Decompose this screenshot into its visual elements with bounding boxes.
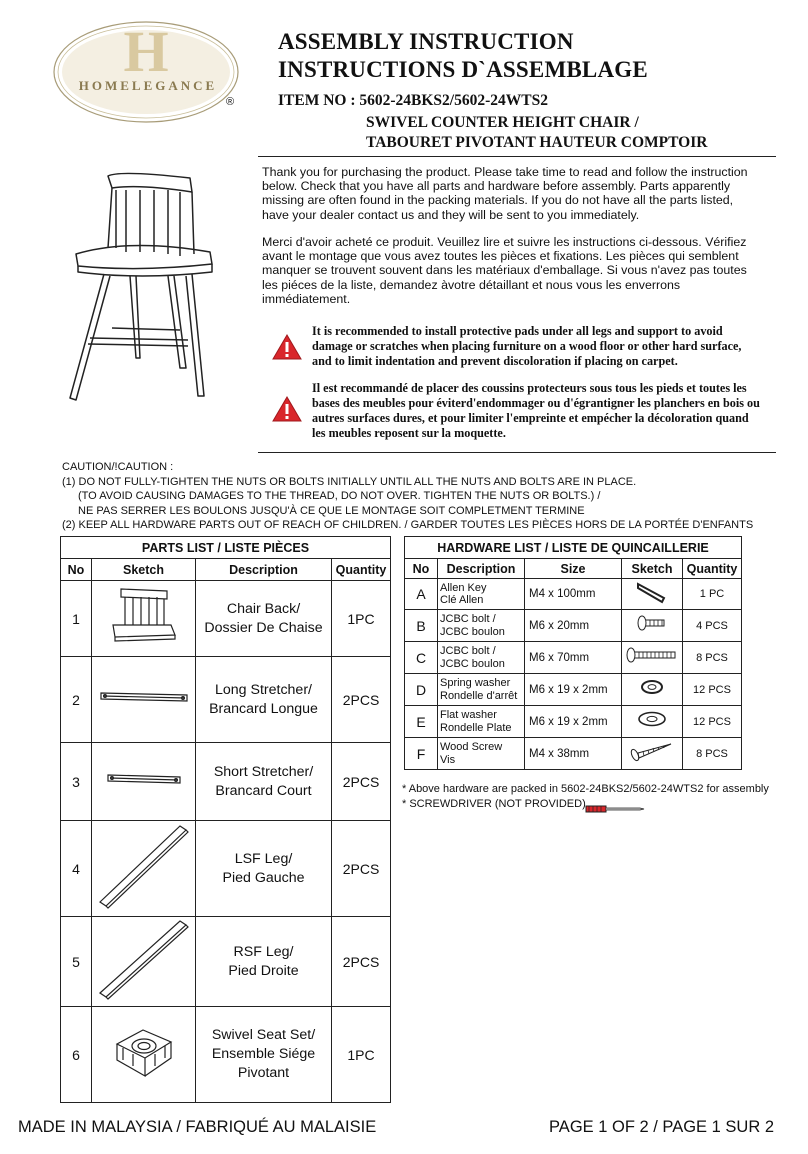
hw-quantity: 8 PCS — [683, 738, 742, 770]
part-desc-fr: Dossier De Chaise — [204, 619, 323, 636]
hardware-row — [405, 706, 742, 738]
part-desc-fr: Pied Droite — [228, 962, 299, 979]
part-desc-fr: Ensemble Siége — [211, 1046, 316, 1062]
parts-row — [61, 743, 391, 821]
hw-no: B — [405, 610, 438, 642]
registered-mark: ® — [226, 96, 235, 108]
parts-col-no: No — [61, 559, 92, 581]
parts-table-title: PARTS LIST / LISTE PIÈCES — [61, 537, 391, 559]
spring-washer-icon — [622, 674, 683, 706]
product-name-english: SWIVEL COUNTER HEIGHT CHAIR / — [366, 114, 639, 131]
hardware-row — [405, 738, 742, 770]
part-no: 1 — [61, 581, 92, 657]
part-desc-fr: Pied Gauche — [222, 869, 305, 886]
footer-origin: MADE IN MALAYSIA / FABRIQUÉ AU MALAISIE — [18, 1118, 377, 1136]
part-desc-fr: Brancard Court — [215, 782, 312, 799]
part-no: 3 — [61, 743, 92, 821]
lsf-leg-sketch — [92, 821, 196, 917]
hw-col-size: Size — [525, 559, 622, 579]
hw-quantity: 8 PCS — [683, 642, 742, 674]
short-bolt-icon — [622, 610, 683, 642]
flat-washer-icon — [622, 706, 683, 738]
parts-col-description: Description — [196, 559, 332, 581]
swivel-seat-sketch — [92, 1007, 196, 1103]
hw-description — [438, 579, 525, 610]
part-description — [196, 917, 332, 1007]
allen-key-icon — [622, 579, 683, 610]
hw-quantity: 12 PCS — [683, 674, 742, 706]
hw-desc-en: Allen Key — [440, 581, 487, 594]
hw-desc-fr: Clé Allen — [440, 594, 484, 606]
brand-monogram: H — [123, 19, 169, 84]
parts-table — [60, 536, 391, 1103]
header-divider — [258, 156, 776, 157]
hw-size: M6 x 20mm — [525, 610, 622, 642]
item-label: ITEM NO : — [278, 92, 356, 109]
caution-line: (1) DO NOT FULLY-TIGHTEN THE NUTS OR BOLTS INITIALLY UNTIL ALL THE NUTS AND BOLTS ARE IN PLACE. — [62, 475, 637, 488]
short-stretcher-sketch — [92, 743, 196, 821]
hw-desc-fr: Vis — [440, 753, 456, 766]
wood-screw-icon — [622, 738, 683, 770]
hw-no: C — [405, 642, 438, 674]
part-description — [196, 581, 332, 657]
caution-line: (TO AVOID CAUSING DAMAGES TO THE THREAD, DO NOT OVER. TIGHTEN THE NUTS OR BOLTS.) / — [78, 490, 601, 503]
hw-quantity: 1 PC — [683, 579, 742, 610]
part-desc-en: Short Stretcher/ — [213, 763, 314, 780]
hw-description — [438, 674, 525, 706]
title-french: INSTRUCTIONS D`ASSEMBLAGE — [278, 57, 648, 82]
hw-quantity: 4 PCS — [683, 610, 742, 642]
hardware-table-title: HARDWARE LIST / LISTE DE QUINCAILLERIE — [405, 537, 742, 559]
hw-col-sketch: Sketch — [622, 559, 683, 579]
chair-illustration — [60, 168, 240, 409]
warning-english: It is recommended to install protective pads under all legs and support to avoid damage or scratches when placing furniture on a wood floor or other hard surface, and to limit indentation and prevent discoloration if placing on carpet. — [312, 324, 742, 368]
hw-desc-fr: Rondelle d'arrêt — [440, 689, 518, 702]
parts-row — [61, 821, 391, 917]
hw-description — [438, 738, 525, 770]
page-title — [278, 28, 648, 84]
product-name — [366, 113, 707, 153]
hw-desc-en: JCBC bolt / — [440, 645, 496, 657]
hw-no: A — [405, 579, 438, 610]
item-number-line — [278, 92, 548, 110]
hardware-table — [404, 536, 742, 770]
part-no: 4 — [61, 821, 92, 917]
hw-size: M4 x 38mm — [525, 738, 622, 770]
product-name-french: TABOURET PIVOTANT HAUTEUR COMPTOIR — [366, 134, 708, 151]
part-description — [196, 657, 332, 743]
hw-no: E — [405, 706, 438, 738]
hardware-note: * Above hardware are packed in 5602-24BKS2/5602-24WTS2 for assembly — [402, 783, 769, 795]
parts-row — [61, 1007, 391, 1103]
part-quantity: 1PC — [332, 1007, 391, 1103]
hw-size: M4 x 100mm — [525, 579, 622, 610]
hardware-row — [405, 674, 742, 706]
screwdriver-note: * SCREWDRIVER (NOT PROVIDED) — [402, 798, 586, 810]
caution-heading: CAUTION/!CAUTION : — [62, 461, 174, 473]
hw-desc-en: Flat washer — [440, 709, 497, 721]
hw-desc-en: Wood Screw — [440, 741, 503, 753]
hardware-row — [405, 642, 742, 674]
hw-description — [438, 610, 525, 642]
parts-row — [61, 657, 391, 743]
caution-line: NE PAS SERRER LES BOULONS JUSQU'À CE QUE LE MONTAGE SOIT COMPLETMENT TERMINE — [78, 504, 585, 517]
part-description — [196, 743, 332, 821]
part-quantity: 1PC — [332, 581, 391, 657]
long-stretcher-sketch — [92, 657, 196, 743]
hw-size: M6 x 19 x 2mm — [525, 674, 622, 706]
part-description — [196, 1007, 332, 1103]
parts-row — [61, 581, 391, 657]
hw-size: M6 x 70mm — [525, 642, 622, 674]
hw-desc-fr: Rondelle Plate — [440, 721, 512, 734]
footer-page-number: PAGE 1 OF 2 / PAGE 1 SUR 2 — [549, 1118, 774, 1136]
parts-col-quantity: Quantity — [332, 559, 391, 581]
parts-row — [61, 917, 391, 1007]
part-desc-fr-cont: Pivotant — [237, 1065, 290, 1081]
parts-col-sketch: Sketch — [92, 559, 196, 581]
caution-block — [62, 460, 753, 533]
part-no: 6 — [61, 1007, 92, 1103]
part-desc-en: LSF Leg/ — [234, 850, 293, 867]
hw-description — [438, 642, 525, 674]
hw-desc-fr: JCBC boulon — [440, 657, 505, 670]
warning-french: Il est recommandé de placer des coussins protecteurs sous tous les pieds et toutes les bases des meubles pour éviterd'endommager ou d'égrantigner les planchers en bois ou autres surfaces dures, et pour limiter l'empreinte et empécher la décoloration quand les meubles reposent sur la moquette. — [312, 381, 760, 440]
part-quantity: 2PCS — [332, 657, 391, 743]
part-no: 2 — [61, 657, 92, 743]
hardware-row — [405, 579, 742, 610]
part-desc-en: Swivel Seat Set/ — [211, 1027, 316, 1043]
part-quantity: 2PCS — [332, 917, 391, 1007]
item-number: 5602-24BKS2/5602-24WTS2 — [359, 92, 548, 109]
part-description — [196, 821, 332, 917]
part-desc-en: Long Stretcher/ — [214, 681, 312, 698]
screwdriver-icon — [584, 800, 646, 823]
hw-no: D — [405, 674, 438, 706]
hw-desc-en: Spring washer — [440, 677, 511, 689]
caution-line: (2) KEEP ALL HARDWARE PARTS OUT OF REACH OF CHILDREN. / GARDER TOUTES LES PIÈCES HORS DE LA PORTÉE D'ENFANTS — [62, 519, 754, 532]
hw-quantity: 12 PCS — [683, 706, 742, 738]
hw-desc-fr: JCBC boulon — [440, 625, 505, 638]
brand-logo — [50, 18, 250, 126]
long-bolt-icon — [622, 642, 683, 674]
hardware-row — [405, 610, 742, 642]
hw-col-no: No — [405, 559, 438, 579]
part-no: 5 — [61, 917, 92, 1007]
part-desc-en: RSF Leg/ — [233, 943, 294, 960]
chair-back-sketch — [92, 581, 196, 657]
intro-french: Merci d'avoir acheté ce produit. Veuillez lire et suivre les instructions ci-dessous. Vérifiez avant le montage que vous avez toutes les pièces et fixations. Les pièces qui semblent manquer se trouvent souvent dans les matériaux d'emballage. Si vous n'avez pas toutes les piéces de la liste, demandez àvotre détaillant et nous vous les enverrons immédiatement. — [262, 235, 747, 306]
part-desc-en: Chair Back/ — [226, 600, 301, 617]
part-quantity: 2PCS — [332, 743, 391, 821]
warning-icon — [272, 396, 302, 427]
part-desc-fr: Brancard Longue — [209, 700, 318, 717]
warning-divider — [258, 452, 776, 453]
hw-col-quantity: Quantity — [683, 559, 742, 579]
hw-no: F — [405, 738, 438, 770]
hw-col-description: Description — [438, 559, 525, 579]
part-quantity: 2PCS — [332, 821, 391, 917]
warning-icon — [272, 334, 302, 365]
hw-description — [438, 706, 525, 738]
brand-name: HOMELEGANCE — [78, 78, 218, 93]
title-english: ASSEMBLY INSTRUCTION — [278, 29, 574, 54]
rsf-leg-sketch — [92, 917, 196, 1007]
intro-english: Thank you for purchasing the product. Please take time to read and follow the instruction below. Check that you have all parts and hardware before assembly. Parts apparently missing are often found in the packing materials. If you do not have all the parts listed, have your dealer contact us and they will be sent to you immediately. — [262, 165, 748, 222]
hw-size: M6 x 19 x 2mm — [525, 706, 622, 738]
hw-desc-en: JCBC bolt / — [440, 613, 496, 625]
